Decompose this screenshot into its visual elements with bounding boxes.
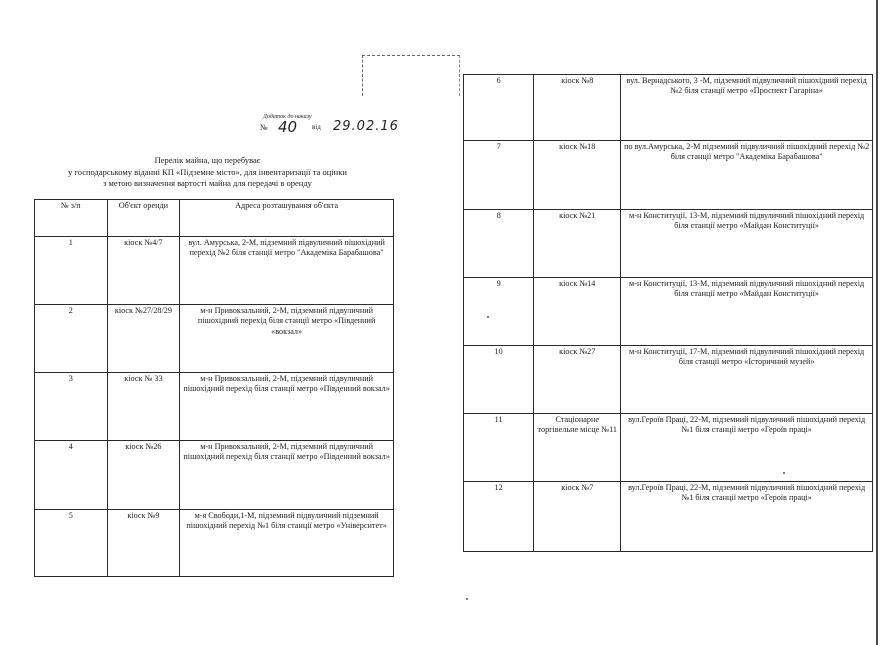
document-heading (20, 155, 395, 190)
row-number: 1 (35, 237, 108, 305)
scan-speck (487, 316, 489, 318)
table-row (464, 141, 873, 210)
annex-from-label: від (312, 123, 321, 131)
header-address: Адреса розташування об'єкта (180, 200, 394, 237)
heading-line-2: у господарському віданні КП «Підземне місто», для інвентаризації та оцінки (68, 166, 347, 177)
row-address: вул. Вернадського, 3 -М, підземний підвуличний пішохідний перехід №2 біля станції метро «Проспект Гагаріна» (621, 75, 873, 141)
row-address: м-н Привокзальний, 2-М, підземний підвуличний пішохідний перехід біля станції метро «Південний вокзал» (180, 441, 394, 510)
property-table-part-1 (34, 199, 394, 577)
heading-line-1: Перелік майна, що перебуває (154, 155, 261, 165)
row-object: кіоск №7 (534, 482, 621, 552)
row-object: кіоск №21 (534, 210, 621, 278)
scan-speck (466, 598, 468, 600)
row-address: м-н Конституції, 17-М, підземний підвуличний пішохідний перехід біля станції метро «Історичний музей» (621, 346, 873, 414)
annex-number: 40 (278, 118, 298, 136)
table-row (35, 305, 394, 373)
row-address: вул. Амурська, 2-М, підземний підвуличний пішохідний перехід №2 біля станції метро "Академіка Барабашова" (180, 237, 394, 305)
table-header-row (35, 200, 394, 237)
annex-reference (258, 114, 418, 134)
row-number: 12 (464, 482, 534, 552)
row-object: кіоск №8 (534, 75, 621, 141)
row-number: 8 (464, 210, 534, 278)
header-object: Об'єкт оренди (107, 200, 180, 237)
annex-number-label: № (260, 123, 268, 132)
row-number: 5 (35, 510, 108, 577)
row-address: м-я Свободи,1-М, підземний підвуличний підземний пішохідний перехід №1 біля станції метро «Університет» (180, 510, 394, 577)
row-number: 7 (464, 141, 534, 210)
table-row (35, 510, 394, 577)
row-address: по вул.Амурська, 2-М підземний підвуличний пішохідний перехід №2 біля станції метро "Академіка Барабашова" (621, 141, 873, 210)
table-row (464, 414, 873, 482)
annex-title: Додаток до наказу (263, 114, 312, 120)
row-address: м-н Привокзальний, 2-М, підземний підвуличний пішохідний перехід біля станції метро «Південний вокзал» (180, 373, 394, 441)
row-number: 9 (464, 278, 534, 346)
stamp-outline (362, 55, 460, 96)
table-row (464, 346, 873, 414)
row-object: кіоск №27 (534, 346, 621, 414)
row-number: 11 (464, 414, 534, 482)
row-object: кіоск №4/7 (107, 237, 180, 305)
scan-edge-line (876, 0, 878, 645)
table-row (35, 237, 394, 305)
row-number: 3 (35, 373, 108, 441)
row-object: кіоск №9 (107, 510, 180, 577)
row-address: м-н Конституції, 13-М, підземний підвуличний пішохідний перехід біля станції метро «Майдан Конституції» (621, 278, 873, 346)
row-number: 6 (464, 75, 534, 141)
annex-date: 29.02.16 (333, 119, 399, 134)
scan-speck (783, 472, 785, 474)
table-row (35, 441, 394, 510)
property-table-part-2 (463, 74, 873, 552)
row-object: кіоск №26 (107, 441, 180, 510)
heading-line-3: з метою визначення вартості майна для передачі в оренду (103, 178, 312, 188)
row-address: м-н Привокзальний, 2-М, підземний підвуличний пішохідний перехід біля станції метро «Південний «вокзал» (180, 305, 394, 373)
row-number: 2 (35, 305, 108, 373)
row-address: вул.Героїв Праці, 22-М, підземний підвуличний пішохідний перехід №1 біля станції метро «Героїв праці» (621, 482, 873, 552)
row-address: м-н Конституції, 13-М, підземний підвуличний пішохідний перехід біля станції метро «Майдан Конституції» (621, 210, 873, 278)
row-number: 4 (35, 441, 108, 510)
table-row (464, 210, 873, 278)
table-row (464, 278, 873, 346)
row-object: кіоск №27/28/29 (107, 305, 180, 373)
table-row (464, 75, 873, 141)
table-row (35, 373, 394, 441)
header-number: № з/п (35, 200, 108, 237)
row-object: кіоск № 33 (107, 373, 180, 441)
table-row (464, 482, 873, 552)
row-object: кіоск №14 (534, 278, 621, 346)
row-number: 10 (464, 346, 534, 414)
row-object: кіоск №18 (534, 141, 621, 210)
row-address: вул.Героїв Праці, 22-М, підземний підвуличний пішохідний перехід №1 біля станції метро «Героїв праці» (621, 414, 873, 482)
row-object: Стаціонарне торгівельне місце №11 (534, 414, 621, 482)
